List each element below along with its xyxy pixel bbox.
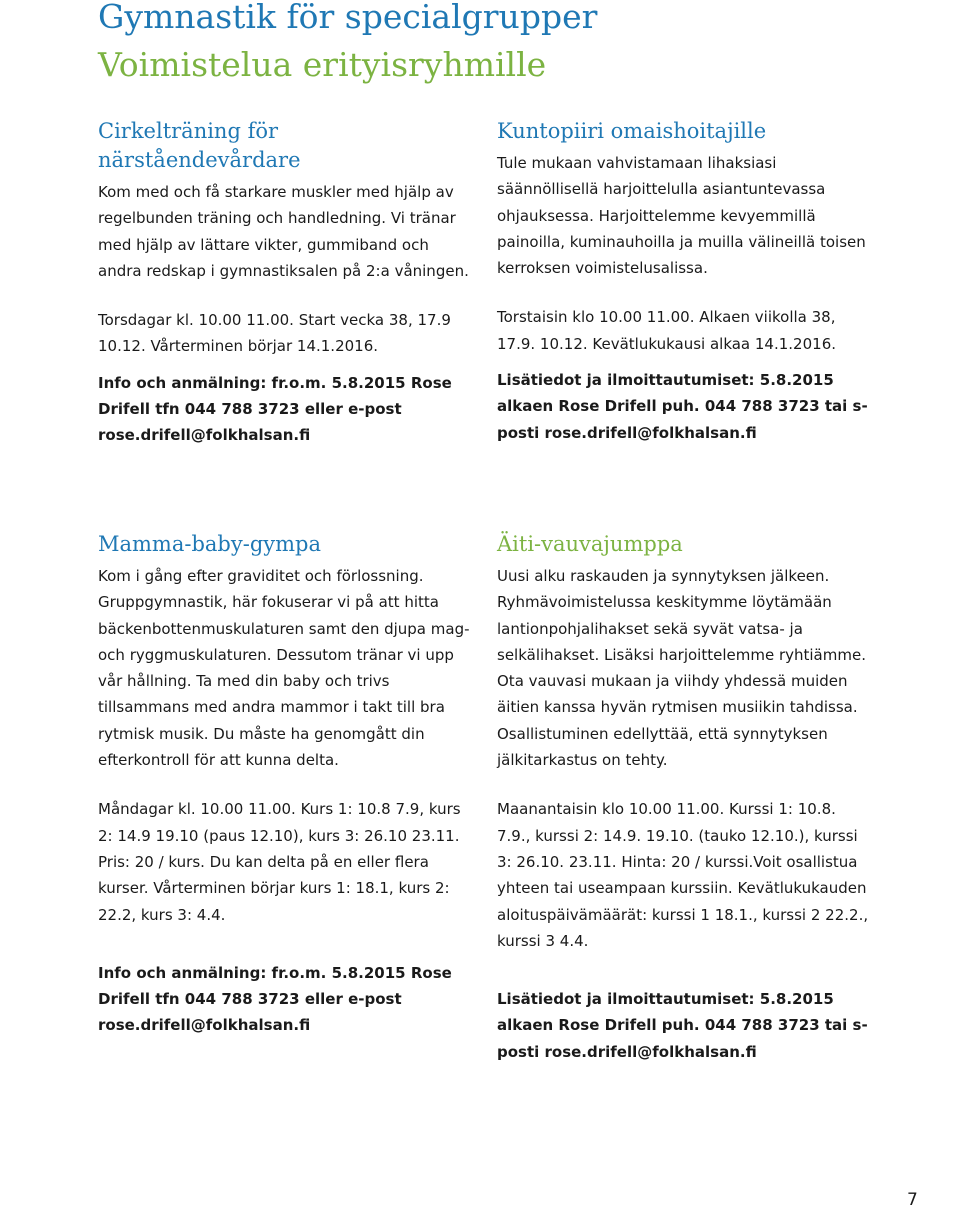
section-contact-info: Info och anmälning: fr.o.m. 5.8.2015 Rose Drifell tfn 044 788 3723 eller e-post rose.drifell@folkhalsan.fi [98, 963, 452, 1035]
section-contact-info: Lisätiedot ja ilmoittautumiset: 5.8.2015 alkaen Rose Drifell puh. 044 788 3723 tai s-posti rose.drifell@folkhalsan.fi [497, 990, 868, 1061]
section-heading: Kuntopiiri omaishoitajille [497, 119, 767, 143]
page-subtitle: Voimistelua erityisryhmille [98, 45, 547, 84]
circuit-training-section-sv [98, 117, 470, 449]
section-description: Uusi alku raskauden ja synnytyksen jälkeen. Ryhmävoimistelussa keskitymme löytämään lantionpohjalihakset sekä syvät vatsa- ja selkälihakset. Lisäksi harjoittelemme ryhtiämme. Ota vauvasi mukaan ja viihdy yhdessä muiden äitien kanssa hyvän rytmisen musiikin tahdissa. Osallistuminen edellyttää, että synnytyksen jälkitarkastus on tehty. [497, 567, 866, 770]
section-schedule: Maanantaisin klo 10.00 11.00. Kurssi 1: 10.8. 7.9., kurssi 2: 14.9. 19.10. (tauko 12.10.), kurssi 3: 26.10. 23.11. Hinta: 20 / kurssi.Voit osallistua yhteen tai useampaan kurssiin. Kevätlukukauden aloituspäivämäärät: kurssi 1 18.1., kurssi 2 22.2., kurssi 3 4.4. [497, 800, 869, 950]
section-description: Tule mukaan vahvistamaan lihaksiasi säännöllisellä harjoittelulla asiantuntevassa ohjauksessa. Harjoittelemme kevyemmillä painoilla, kuminauhoilla ja muilla välineillä toisen kerroksen voimistelusalissa. [497, 154, 866, 278]
page-number: 7 [907, 1190, 918, 1210]
section-schedule: Torsdagar kl. 10.00 11.00. Start vecka 38, 17.9 10.12. Vårterminen börjar 14.1.2016. [98, 311, 451, 356]
section-schedule: Torstaisin klo 10.00 11.00. Alkaen viikolla 38, 17.9. 10.12. Kevätlukukausi alkaa 14.1.2016. [497, 308, 837, 353]
section-description: Kom i gång efter graviditet och förlossning. Gruppgymnastik, här fokuserar vi på att hitta bäckenbottenmuskulaturen samt den djupa mag- och ryggmuskulaturen. Dessutom tränar vi upp vår hållning. Ta med din baby och trivs tillsammans med andra mammor i takt till bra rytmisk musik. Du måste ha genomgått din efterkontroll för att kunna delta. [98, 567, 470, 770]
section-description: Kom med och få starkare muskler med hjälp av regelbunden träning och handledning. Vi tränar med hjälp av lättare vikter, gummiband och andra redskap i gymnastiksalen på 2:a våningen. [98, 183, 469, 280]
mother-baby-section-sv [98, 530, 470, 1039]
section-contact-info: Lisätiedot ja ilmoittautumiset: 5.8.2015 alkaen Rose Drifell puh. 044 788 3723 tai s-posti rose.drifell@folkhalsan.fi [497, 371, 868, 442]
circuit-training-section-fi [497, 117, 869, 446]
section-heading: Äiti-vauvajumppa [497, 532, 683, 556]
section-schedule: Måndagar kl. 10.00 11.00. Kurs 1: 10.8 7.9, kurs 2: 14.9 19.10 (paus 12.10), kurs 3: 26.10 23.11. Pris: 20 / kurs. Du kan delta på en eller flera kurser. Vårterminen börjar kurs 1: 18.1, kurs 2: 22.2, kurs 3: 4.4. [98, 800, 461, 924]
section-heading: Cirkelträning för närståendevårdare [98, 119, 301, 172]
mother-baby-section-fi [497, 530, 869, 1065]
section-heading: Mamma-baby-gympa [98, 532, 322, 556]
page-title: Gymnastik för specialgrupper [98, 0, 598, 36]
section-contact-info: Info och anmälning: fr.o.m. 5.8.2015 Rose Drifell tfn 044 788 3723 eller e-post rose.drifell@folkhalsan.fi [98, 373, 452, 445]
